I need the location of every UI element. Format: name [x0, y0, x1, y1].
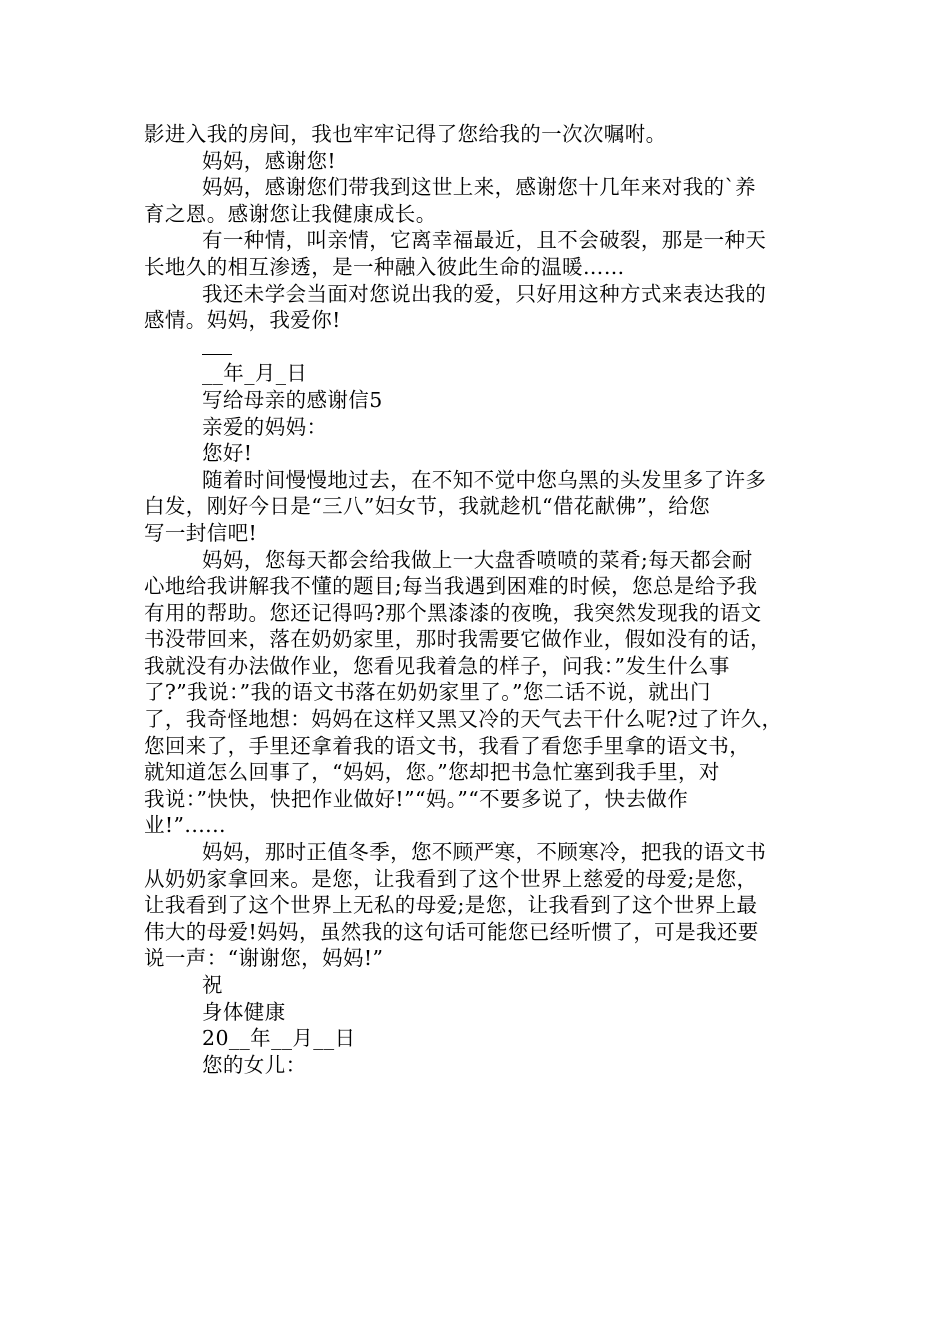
- letter-body: [144, 121, 814, 1078]
- text-line: 说一声：“谢谢您，妈妈!”: [144, 946, 384, 971]
- text-line: 从奶奶家拿回来。是您，让我看到了这个世界上慈爱的母爱;是您，: [144, 866, 758, 891]
- text-line: 白发，刚好今日是“三八”妇女节，我就趁机“借花献佛”，给您: [144, 494, 711, 519]
- text-line: 20__年__月__日: [202, 1026, 356, 1051]
- text-line: 让我看到了这个世界上无私的母爱;是您，让我看到了这个世界上最: [144, 893, 758, 918]
- text-line: 妈妈，感谢您们带我到这世上来，感谢您十几年来对我的`养: [202, 175, 757, 200]
- text-line: 了?”我说：”我的语文书落在奶奶家里了。”您二话不说，就出门: [144, 680, 711, 705]
- text-line: 业!”......: [144, 813, 226, 838]
- text-line: 感情。妈妈，我爱你!: [144, 308, 341, 333]
- text-line: 伟大的母爱!妈妈，虽然我的这句话可能您已经听惯了，可是我还要: [144, 919, 759, 944]
- text-line: 妈妈，感谢您!: [202, 148, 337, 173]
- text-line: __年_月_日: [202, 361, 308, 386]
- text-line: 您好!: [202, 441, 253, 466]
- text-line: 亲爱的妈妈：: [202, 414, 328, 439]
- text-line: 就知道怎么回事了，“妈妈，您。”您却把书急忙塞到我手里，对: [144, 760, 720, 785]
- text-line: 有用的帮助。您还记得吗?那个黑漆漆的夜晚，我突然发现我的语文: [144, 600, 762, 625]
- text-line: 身体健康: [202, 999, 286, 1024]
- text-line: 育之恩。感谢您让我健康成长。: [144, 201, 437, 226]
- text-line: 祝: [202, 973, 223, 997]
- text-line: 妈妈，您每天都会给我做上一大盘香喷喷的菜肴;每天都会耐: [202, 547, 753, 572]
- text-line: 书没带回来，落在奶奶家里，那时我需要它做作业，假如没有的话，: [144, 627, 771, 652]
- text-line: 影进入我的房间，我也牢牢记得了您给我的一次次嘱咐。: [144, 122, 667, 146]
- text-line: 我就没有办法做作业，您看见我着急的样子，问我：”发生什么事: [144, 653, 730, 678]
- text-line: 心地给我讲解我不懂的题目;每当我遇到困难的时候，您总是给予我: [144, 574, 758, 599]
- text-line: 您的女儿：: [202, 1052, 307, 1077]
- text-line: 有一种情，叫亲情，它离幸福最近，且不会破裂，那是一种天: [202, 228, 767, 253]
- text-line: 长地久的相互渗透，是一种融入彼此生命的温暖……: [144, 254, 625, 279]
- signature-blank-line: [144, 334, 814, 361]
- text-line: 随着时间慢慢地过去，在不知不觉中您乌黑的头发里多了许多: [202, 467, 767, 492]
- text-line: 妈妈，那时正值冬季，您不顾严寒，不顾寒冷，把我的语文书: [202, 840, 767, 865]
- text-line: 写给母亲的感谢信5: [202, 387, 383, 412]
- text-line: 写一封信吧!: [144, 520, 258, 545]
- text-line: 我说：”快快，快把作业做好!”“妈。”“不要多说了，快去做作: [144, 786, 689, 811]
- text-line: 您回来了，手里还拿着我的语文书，我看了看您手里拿的语文书，: [144, 733, 751, 758]
- text-line: 我还未学会当面对您说出我的爱，只好用这种方式来表达我的: [202, 281, 767, 306]
- text-line: 了，我奇怪地想：妈妈在这样又黑又冷的天气去干什么呢?过了许久，: [144, 707, 783, 732]
- signature-underline: [202, 354, 232, 355]
